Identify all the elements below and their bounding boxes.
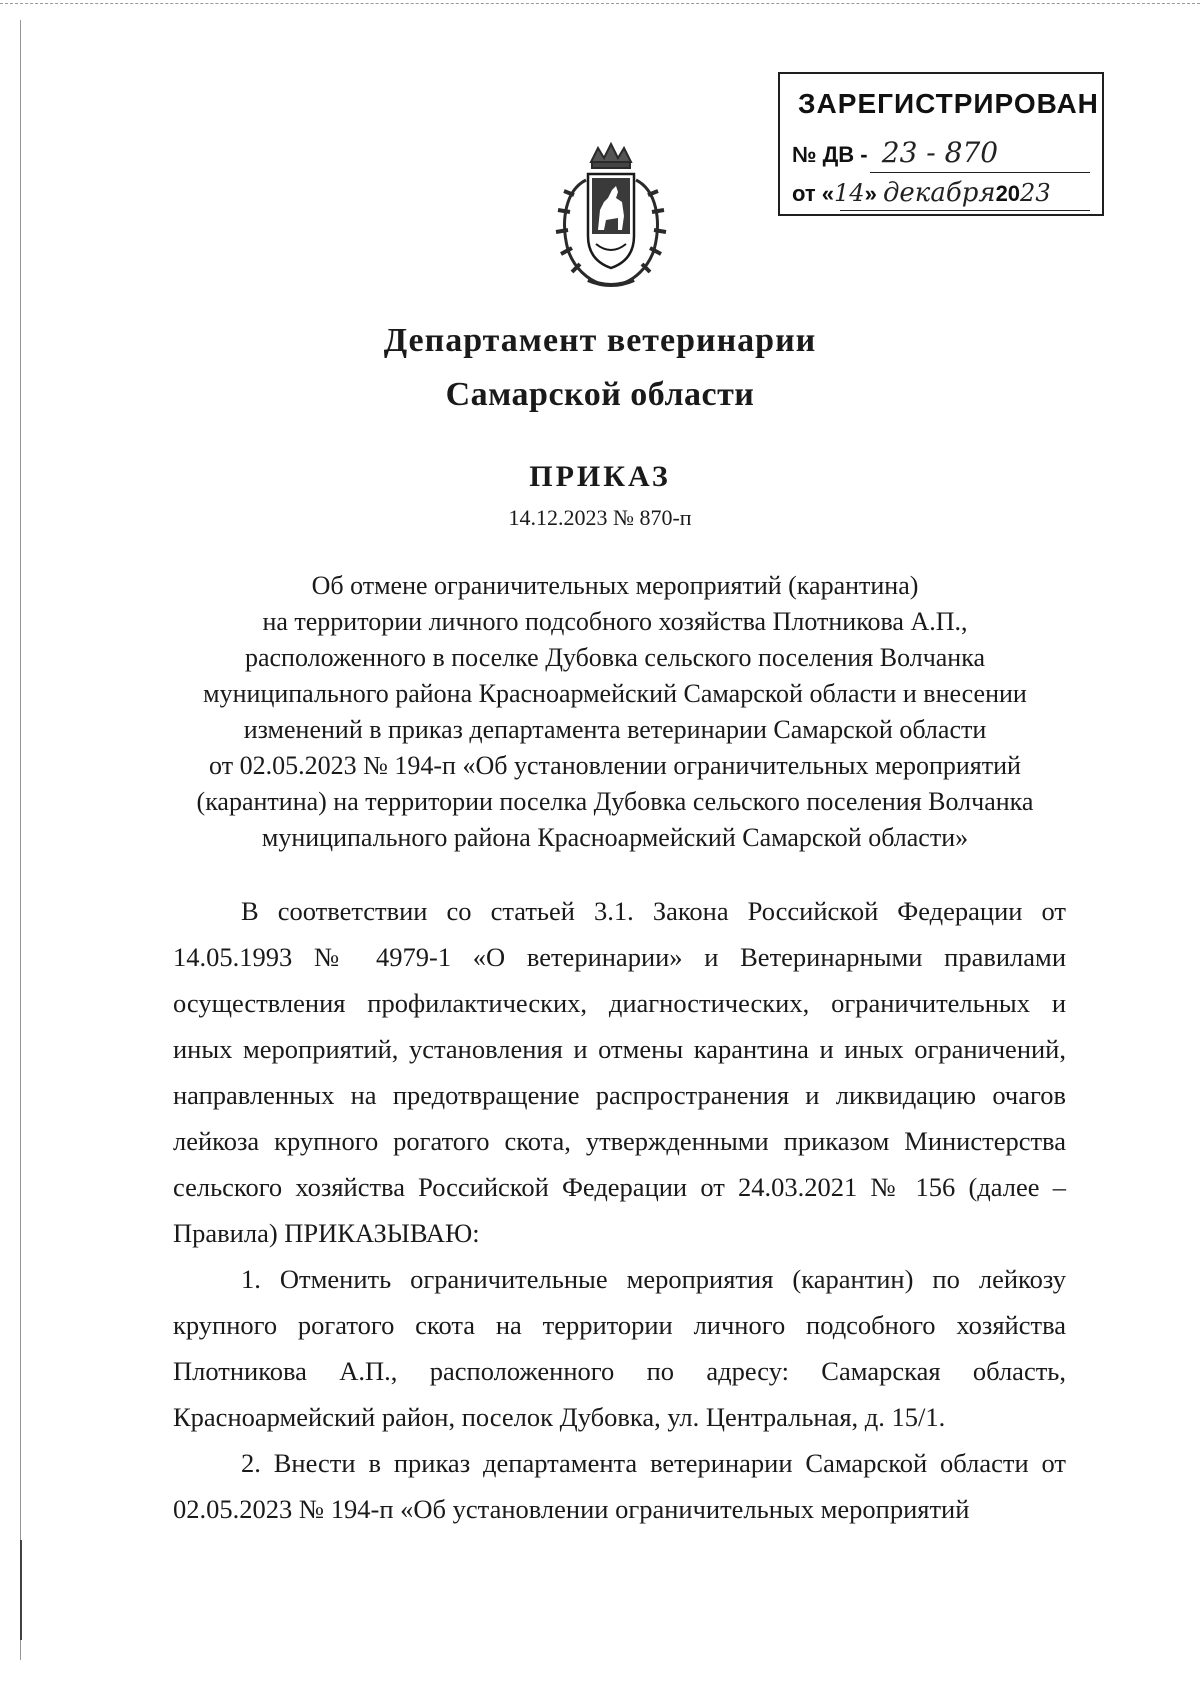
order-body xyxy=(173,888,1066,1532)
stamp-date-month: декабря xyxy=(882,178,996,208)
scan-edge-left-lower xyxy=(20,1540,22,1640)
stamp-number-value: 23 - 870 xyxy=(881,136,999,169)
document-date-number: 14.12.2023 № 870-п xyxy=(508,505,692,530)
stamp-date-row xyxy=(792,178,1051,208)
stamp-number-underline xyxy=(870,172,1090,173)
scan-edge-left xyxy=(20,20,21,1660)
order-item-1: 1. Отменить ограничительные мероприятия (карантин) по лейкозу крупного рогатого скота на территории личного подсобного хозяйства Плотникова А.П., расположенного по адресу: Самарская область, Красноармейский район, поселок Дубовка, ул. Центральная, д. 15/1. xyxy=(173,1264,1066,1432)
subject-line: Об отмене ограничительных мероприятий (карантина) xyxy=(311,571,919,600)
stamp-number-label: № ДВ - xyxy=(792,142,868,167)
preamble-paragraph: В соответствии со статьей 3.1. Закона Российской Федерации от 14.05.1993 № 4979-1 «О ветеринарии» и Ветеринарными правилами осуществления профилактических, диагностических, ограничительных и иных мероприятий, установления и отмены карантина и иных ограничений, направленных на предотвращение распространения и ликвидацию очагов лейкоза крупного рогатого скота, утвержденными приказом Министерства сельского хозяйства Российской Федерации от 24.03.2021 № 156 (далее – Правила) ПРИКАЗЫВАЮ: xyxy=(173,896,1066,1248)
stamp-title: ЗАРЕГИСТРИРОВАН xyxy=(798,88,1099,119)
subject-line: изменений в приказ департамента ветеринарии Самарской области xyxy=(243,715,987,744)
stamp-number-row xyxy=(792,136,998,169)
order-item-2: 2. Внести в приказ департамента ветеринарии Самарской области от 02.05.2023 № 194-п «Об установлении ограничительных мероприятий xyxy=(173,1448,1066,1524)
subject-line: на территории личного подсобного хозяйства Плотникова А.П., xyxy=(262,607,968,636)
scan-edge-top xyxy=(0,3,1200,4)
registration-stamp xyxy=(778,72,1104,216)
subject-line: муниципального района Красноармейский Самарской области» xyxy=(261,823,969,852)
subject-line: от 02.05.2023 № 194-п «Об установлении ограничительных мероприятий xyxy=(209,751,1021,780)
department-name-line2: Самарской области xyxy=(445,376,755,413)
coat-of-arms-emblem xyxy=(546,140,676,290)
document-type-title: ПРИКАЗ xyxy=(529,460,671,493)
stamp-date-year: 23 xyxy=(1020,179,1051,207)
department-name-line1: Департамент ветеринарии xyxy=(383,322,817,359)
stamp-date-day: 14 xyxy=(834,179,865,207)
subject-line: расположенного в поселке Дубовка сельского поселения Волчанка xyxy=(244,643,986,672)
stamp-date-prefix: от « xyxy=(792,181,835,206)
stamp-date-mid: » xyxy=(864,181,877,206)
subject-line: (карантина) на территории поселка Дубовка сельского поселения Волчанка xyxy=(196,787,1034,816)
stamp-date-year-prefix: 20 xyxy=(995,181,1021,206)
subject-line: муниципального района Красноармейский Самарской области и внесении xyxy=(203,679,1027,708)
stamp-date-underline xyxy=(840,210,1090,211)
order-subject xyxy=(150,568,1080,856)
